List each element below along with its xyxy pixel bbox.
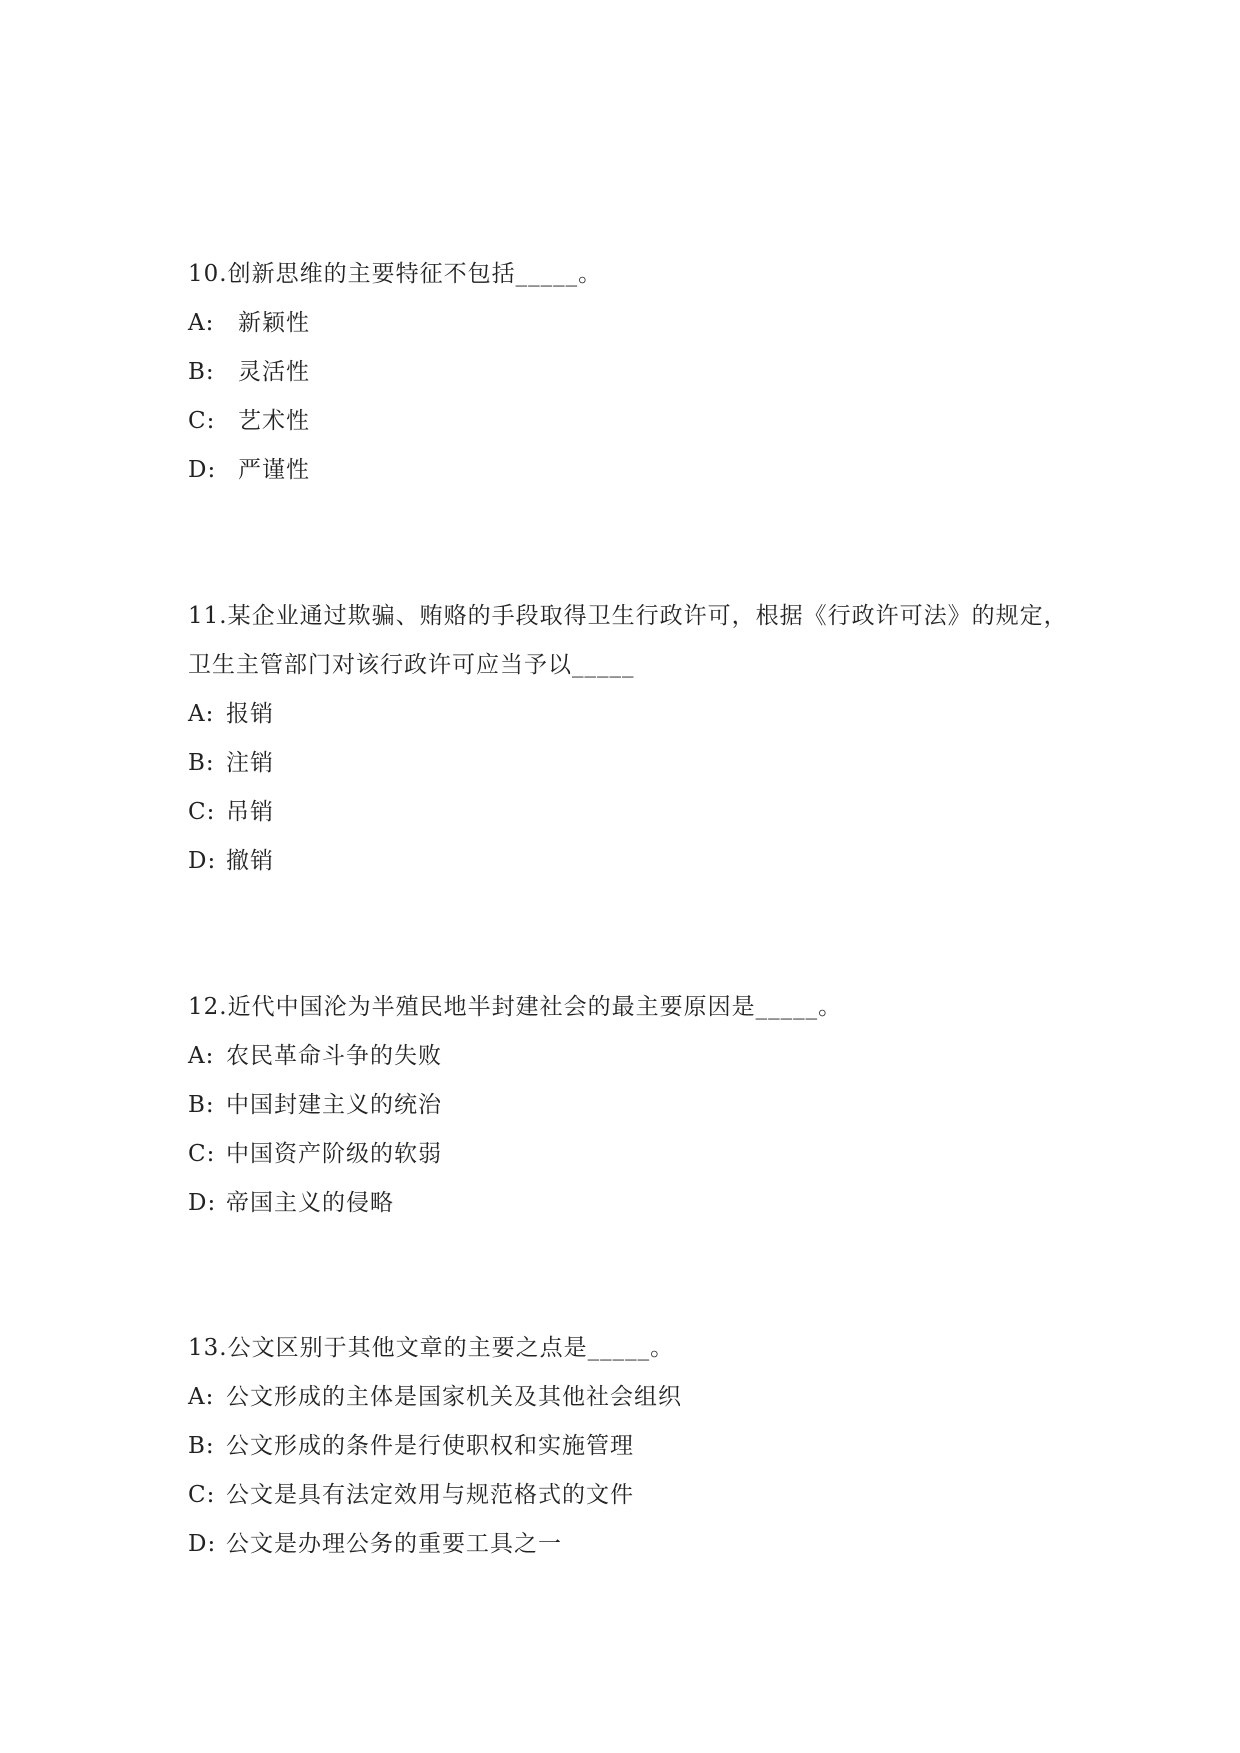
option-text: 报销 — [226, 701, 274, 727]
option-c — [188, 788, 1068, 837]
option-a — [188, 1032, 1068, 1081]
option-letter: C: — [188, 1141, 216, 1167]
question-stem: 12.近代中国沦为半殖民地半封建社会的最主要原因是_____。 — [188, 994, 843, 1020]
option-text: 公文是具有法定效用与规范格式的文件 — [226, 1482, 634, 1508]
option-letter: A: — [188, 1043, 215, 1069]
option-a — [188, 299, 1068, 348]
question-12 — [188, 983, 1068, 1228]
option-c — [188, 397, 1068, 446]
option-a — [188, 690, 1068, 739]
option-text: 灵活性 — [238, 359, 310, 385]
question-10 — [188, 250, 1068, 495]
option-letter: B: — [188, 1092, 215, 1118]
option-c — [188, 1130, 1068, 1179]
option-letter: A: — [188, 1384, 215, 1410]
option-d — [188, 837, 1068, 886]
option-text: 严谨性 — [238, 457, 310, 483]
option-letter: A: — [188, 310, 215, 336]
option-d — [188, 1179, 1068, 1228]
option-letter: D: — [188, 1531, 217, 1557]
option-letter: D: — [188, 848, 217, 874]
question-11 — [188, 592, 1068, 886]
option-c — [188, 1471, 1068, 1520]
option-letter: D: — [188, 1190, 217, 1216]
option-letter: C: — [188, 799, 216, 825]
option-a — [188, 1373, 1068, 1422]
option-letter: C: — [188, 1482, 216, 1508]
option-d — [188, 1520, 1068, 1569]
option-text: 帝国主义的侵略 — [226, 1190, 394, 1216]
option-b — [188, 1422, 1068, 1471]
option-b — [188, 1081, 1068, 1130]
option-text: 中国资产阶级的软弱 — [226, 1141, 442, 1167]
option-letter: B: — [188, 750, 215, 776]
option-text: 中国封建主义的统治 — [226, 1092, 442, 1118]
option-b — [188, 348, 1068, 397]
option-letter: D: — [188, 457, 217, 483]
option-letter: A: — [188, 701, 215, 727]
question-13 — [188, 1324, 1068, 1569]
option-letter: B: — [188, 1433, 215, 1459]
option-text: 吊销 — [226, 799, 274, 825]
option-text: 公文形成的主体是国家机关及其他社会组织 — [226, 1384, 682, 1410]
question-stem: 13.公文区别于其他文章的主要之点是_____。 — [188, 1335, 675, 1361]
question-stem: 11.某企业通过欺骗、贿赂的手段取得卫生行政许可，根据《行政许可法》的规定，卫生主管部门对该行政许可应当予以_____ — [188, 603, 1068, 678]
option-text: 新颖性 — [238, 310, 310, 336]
option-letter: C: — [188, 408, 216, 434]
option-text: 公文形成的条件是行使职权和实施管理 — [226, 1433, 634, 1459]
option-b — [188, 739, 1068, 788]
question-stem: 10.创新思维的主要特征不包括_____。 — [188, 261, 603, 287]
option-text: 公文是办理公务的重要工具之一 — [226, 1531, 562, 1557]
option-d — [188, 446, 1068, 495]
option-text: 撤销 — [226, 848, 274, 874]
option-text: 注销 — [226, 750, 274, 776]
option-letter: B: — [188, 359, 215, 385]
option-text: 艺术性 — [238, 408, 310, 434]
option-text: 农民革命斗争的失败 — [226, 1043, 442, 1069]
